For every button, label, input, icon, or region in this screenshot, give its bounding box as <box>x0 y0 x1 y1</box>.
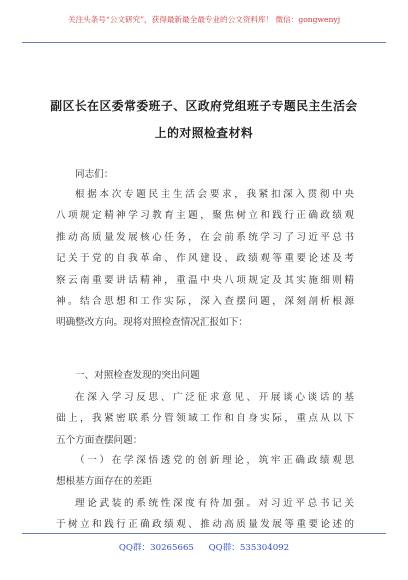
subsection-heading <box>56 450 354 493</box>
header-divider <box>22 42 386 43</box>
paragraph-line: 在深入学习反思、广泛征求意见、开展谈心谈话的基 <box>75 392 354 403</box>
paragraph-theory <box>56 493 354 536</box>
section-heading <box>56 365 354 386</box>
subsection-heading-line: （一）在学深悟透党的创新理论，筑牢正确政绩观思 <box>75 455 354 466</box>
header-banner: 关注头条号“公文研究”，获得最新最全最专业的公文资料库！ 微信：gongwenyj <box>67 15 341 24</box>
paragraph-problems <box>56 387 354 451</box>
subsection-heading-line: 想根基方面存在的差距 <box>56 476 152 488</box>
paragraph-line: 础上，我紧密联系分管领域工作和自身实际，重点从以下 <box>56 413 354 425</box>
paragraph-line: 理论武装的系统性深度有待加强。对习近平总书记关 <box>75 498 354 509</box>
footer-qq-group-1: QQ群：30265665 <box>118 543 194 553</box>
document-title-line2: 上的对照检查材料 <box>154 126 254 140</box>
paragraph-line: 推动高质量发展核心任务，在会前系统学习了习近平总书 <box>56 231 354 243</box>
paragraph-line: 神。结合思想和工作实际，深入查摆问题，深刻剖析根源 <box>56 295 354 307</box>
paragraph-line: 记关于党的自我革命、作风建设、政绩观等重要论述及考 <box>56 253 354 265</box>
footer-divider <box>22 533 386 534</box>
paragraph-line: 明确整改方向。现将对照检查情况汇报如下： <box>56 317 248 329</box>
paragraph-line: 五个方面查摆问题： <box>56 434 143 446</box>
paragraph-intro <box>56 184 354 334</box>
paragraph-line: 察云南重要讲话精神，重温中央八项规定及其实施细则精 <box>56 274 354 286</box>
paragraph-line: 于树立和践行正确政绩观、推动高质量发展等重要论述的 <box>56 519 354 531</box>
paragraph-line: 八项规定精神学习教育主题，聚焦树立和践行正确政绩观 <box>56 210 354 222</box>
greeting: 同志们： <box>75 169 114 180</box>
footer <box>0 541 408 553</box>
paragraph-line: 根据本次专题民主生活会要求，我紧扣深入贯彻中央 <box>75 189 354 200</box>
footer-qq-group-2: QQ群：535304092 <box>208 543 290 553</box>
document-title-line1: 副区长在区委常委班子、区政府党组班子专题民主生活会 <box>50 99 358 113</box>
section-heading-text: 一、对照检查发现的突出问题 <box>75 370 200 381</box>
